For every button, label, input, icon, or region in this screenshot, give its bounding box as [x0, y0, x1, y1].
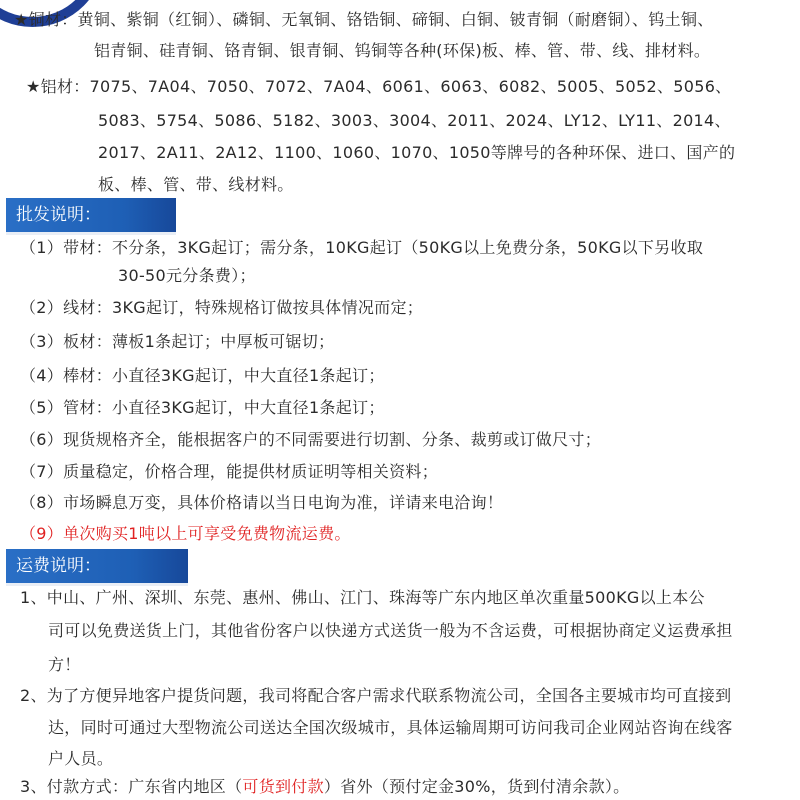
aluminum-line-1: [26, 77, 731, 97]
item-num: （8）: [20, 493, 64, 512]
wholesale-item-1-cont: 30-50元分条费）；: [118, 266, 256, 285]
item-num: （3）: [20, 332, 64, 351]
payment-line: [20, 777, 629, 797]
shipping-line-6: 户人员。: [48, 749, 114, 768]
item-num: （1）: [20, 238, 64, 257]
copper-line-2: 铝青铜、硅青铜、铬青铜、银青铜、钨铜等各种(环保)板、棒、管、带、线、排材料。: [94, 41, 711, 60]
shipping-line-5: 达，同时可通过大型物流公司送达全国次级城市，具体运输周期可访问我司企业网站咨询在线客: [48, 718, 733, 737]
wholesale-item-2: [20, 298, 423, 318]
item-num: （7）: [20, 462, 64, 481]
item-text: 棒材：小直径3KG起订，中大直径1条起订；: [63, 366, 385, 385]
wholesale-item-7: [20, 462, 438, 482]
item-text: 现货规格齐全，能根据客户的不同需要进行切割、分条、裁剪或订做尺寸；: [63, 430, 601, 449]
aluminum-line-4: 板、棒、管、带、线材料。: [98, 175, 294, 194]
item-num: （4）: [20, 366, 64, 385]
item-num: （2）: [20, 298, 64, 317]
item-text: 带材：不分条，3KG起订；需分条，10KG起订（50KG以上免费分条，50KG以下另收取: [63, 238, 704, 257]
copper-line-1: [14, 10, 714, 30]
wholesale-item-8: [20, 493, 503, 513]
aluminum-line-3: 2017、2A11、2A12、1100、1060、1070、1050等牌号的各种环保、进口、国产的: [98, 143, 736, 162]
shipping-banner: 运费说明：: [6, 549, 188, 583]
payment-highlight: 可货到付款: [242, 777, 324, 796]
item-text: 板材：薄板1条起订；中厚板可锯切；: [63, 332, 335, 351]
wholesale-banner: 批发说明：: [6, 198, 176, 232]
item-text: 市场瞬息万变，具体价格请以当日电询为准，详请来电洽询！: [63, 493, 504, 512]
shipping-line-4: 2、为了方便异地客户提货问题，我司将配合客户需求代联系物流公司，全国各主要城市均可直接到: [20, 686, 732, 705]
payment-suffix: ）省外（预付定金30%，货到付清余款）。: [323, 777, 630, 796]
item-text: 质量稳定，价格合理，能提供材质证明等相关资料；: [63, 462, 438, 481]
item-num: （6）: [20, 430, 64, 449]
payment-prefix: 3、付款方式：广东省内地区（: [20, 777, 243, 796]
shipping-line-3: 方！: [48, 655, 81, 674]
item-num: （9）: [20, 524, 64, 543]
shipping-line-2: 司可以免费送货上门，其他省份客户以快递方式送货一般为不含运费，可根据协商定义运费承担: [48, 621, 733, 640]
wholesale-item-5: [20, 398, 385, 418]
aluminum-text-1: 7075、7A04、7050、7072、7A04、6061、6063、6082、5005、5052、5056、: [89, 77, 732, 96]
item-text: 管材：小直径3KG起订，中大直径1条起订；: [63, 398, 385, 417]
copper-text-1: 黄铜、紫铜（红铜）、磷铜、无氧铜、铬锆铜、碲铜、白铜、铍青铜（耐磨铜）、钨土铜、: [77, 10, 714, 29]
item-text: 线材：3KG起订，特殊规格订做按具体情况而定；: [63, 298, 424, 317]
shipping-line-1: 1、中山、广州、深圳、东莞、惠州、佛山、江门、珠海等广东内地区单次重量500KG以上本公: [20, 588, 705, 607]
aluminum-line-2: 5083、5754、5086、5182、3003、3004、2011、2024、LY12、LY11、2014、: [98, 111, 731, 130]
wholesale-item-3: [20, 332, 334, 352]
wholesale-item-1: [20, 238, 703, 258]
wholesale-item-6: [20, 430, 601, 450]
aluminum-label: ★铝材：: [26, 77, 90, 96]
item-text: 单次购买1吨以上可享受免费物流运费。: [63, 524, 351, 543]
copper-label: ★铜材：: [14, 10, 78, 29]
item-num: （5）: [20, 398, 64, 417]
wholesale-item-4: [20, 366, 385, 386]
wholesale-item-9: [20, 524, 351, 544]
